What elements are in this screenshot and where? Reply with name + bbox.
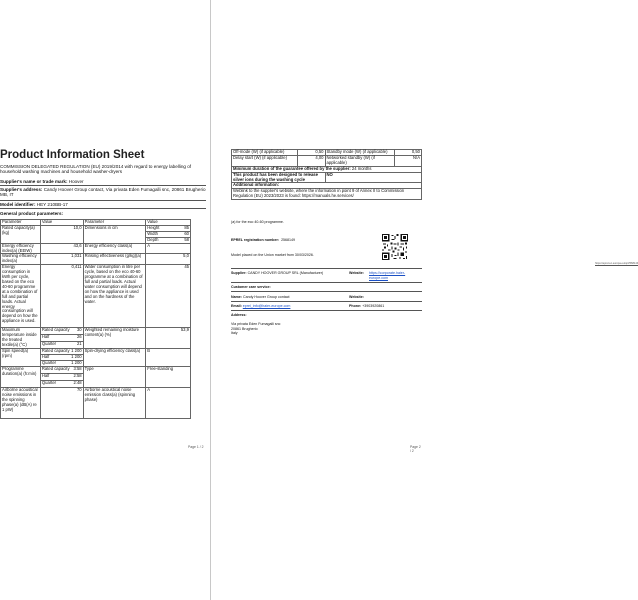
page-2 bbox=[211, 0, 638, 600]
supplier-website-link[interactable]: https://corporate.haier-europe.com bbox=[369, 271, 406, 280]
table-row: Quarter 2:48 bbox=[1, 380, 191, 387]
supplier-line: Supplier: CANDY HOOVER GROUP SRL (Manufacturer) bbox=[231, 271, 324, 275]
divider bbox=[0, 200, 206, 201]
table-row: Rated capacity(a) (kg) 10,0 Dimensions in cm Height 85 bbox=[1, 225, 191, 231]
table-row: This product has been designed to release silver ions during the washing cycle NO bbox=[232, 172, 422, 183]
care-website-label: Website: bbox=[349, 295, 364, 299]
regulation-intro: COMMISSION DELEGATED REGULATION (EU) 2019/2014 with regard to energy labelling of household washing machines and household washer-dryers bbox=[0, 164, 192, 175]
table-row: Maximum temperature inside the treated textile(a) (°C) Rated capacity 30 Weighted remaining moisture content(a) (%) 53,9 bbox=[2, 327, 189, 347]
table-row: Weblink to the supplier's website, where the information in point 9 of Annex II to Commission Regulation (EU) 2023/2023 is found: https://manuals.he.services/ bbox=[232, 189, 422, 200]
page-number: Page 1 / 2 bbox=[188, 445, 204, 449]
eprel-line: EPREL registration number: 2568149 bbox=[231, 238, 296, 242]
page-title: Product Information Sheet bbox=[0, 149, 145, 161]
page-number: Page 2 / 2 bbox=[410, 445, 421, 453]
divider bbox=[231, 268, 422, 269]
model-identifier-line: Model identifier: HEY 210BB-17 bbox=[0, 202, 68, 207]
table-row: Spin speed(a) (rpm) Rated capacity 1 200 Spin-drying efficiency class(a) B bbox=[1, 349, 191, 355]
divider bbox=[0, 185, 206, 186]
table-row: Airborne acoustical noise emissions in the spinning phase(a) (dB(A) re 1 pW) 70 Airborne acoustical noise emission class(a) (spinning phase) A bbox=[1, 387, 191, 418]
divider bbox=[231, 310, 422, 311]
table-row: Energy efficiency index(a) (EEIW) 43,6 Energy efficiency class(a) A bbox=[1, 243, 191, 254]
care-address-block: Address: Via privata Eden Fumagalli snc 20861 Brugherio Italy bbox=[231, 313, 281, 336]
table-row: Programme duration(a) (h:min) Rated capacity 3:58 Type Free-standing bbox=[1, 366, 191, 373]
divider bbox=[231, 291, 422, 292]
divider bbox=[231, 282, 422, 283]
care-name-line: Name: Candy Hoover Group contact bbox=[231, 295, 290, 299]
care-phone-line: Phone: +3903920861 bbox=[349, 304, 385, 308]
general-parameters-heading: General product parameters: bbox=[0, 211, 64, 216]
table-row: Half 26 bbox=[1, 335, 191, 342]
footnote: (a) for the eco 40-60 programme. bbox=[231, 220, 284, 224]
table-row: Washing efficiency index(a) 1,031 Rinsing effectiveness (g/kg)(a) 5,0 bbox=[2, 253, 189, 264]
table-row: Off-mode (W) (if applicable) 0,50 Standby mode (W) (if applicable) 0,50 bbox=[233, 149, 420, 154]
table-row: Half 1 200 bbox=[41, 354, 82, 360]
table-row: Delay start (W) (if applicable) 4,00 Networked standby (W) (if applicable) N/A bbox=[233, 154, 420, 165]
table-row: Minimum duration of the guarantee offered by the supplier: 24 months bbox=[232, 166, 422, 172]
general-parameters-table bbox=[0, 219, 191, 419]
page-1 bbox=[0, 0, 211, 600]
email-link[interactable]: eprel_info@haier-europe.com bbox=[242, 304, 291, 308]
table-row: Quarter 21 bbox=[1, 342, 191, 349]
table-row: Additional information: bbox=[232, 183, 422, 189]
table-row: Width 60 bbox=[147, 230, 189, 236]
divider bbox=[231, 301, 422, 302]
supplier-address-line: Supplier's address: Candy Hoover Group contact, Via privata Eden Fumagalli snc, 20861 Brugherio MB, IT bbox=[0, 187, 206, 198]
market-placement: Model placed on the Union market from 30/03/2026. bbox=[231, 253, 314, 257]
divider bbox=[0, 208, 206, 209]
table-row: Depth 58 bbox=[147, 236, 189, 242]
table-row: Energy consumption in kWh per cycle, based on the eco 40-60 programme at a combination of full and partial loads. Actual energy consumption will depend on how the appliance is used. 0,411 Water consumption in litre per cycle, based on the eco 40-60 programme at a combination of full and partial loads. Actual water consumption will depend on how the appliance is used and on the hardness of the water. 45 bbox=[1, 265, 191, 328]
care-email-line: Email: eprel_info@haier-europe.com bbox=[231, 304, 291, 308]
customer-care-heading: Customer care service: bbox=[231, 285, 271, 289]
table-row: Parameter Value Parameter Value bbox=[1, 220, 191, 226]
table-row: Quarter 1 200 bbox=[41, 360, 82, 366]
qr-link[interactable]: https://eprel.ec.europa.eu/qr/2568149 bbox=[595, 262, 638, 265]
supplier-name-line: Supplier's name or trade mark: Hoover bbox=[0, 179, 84, 184]
table-row: Half 2:58 bbox=[1, 373, 191, 380]
power-table bbox=[231, 149, 422, 200]
website-label: Website: bbox=[349, 271, 364, 275]
qr-code-icon bbox=[382, 234, 408, 260]
